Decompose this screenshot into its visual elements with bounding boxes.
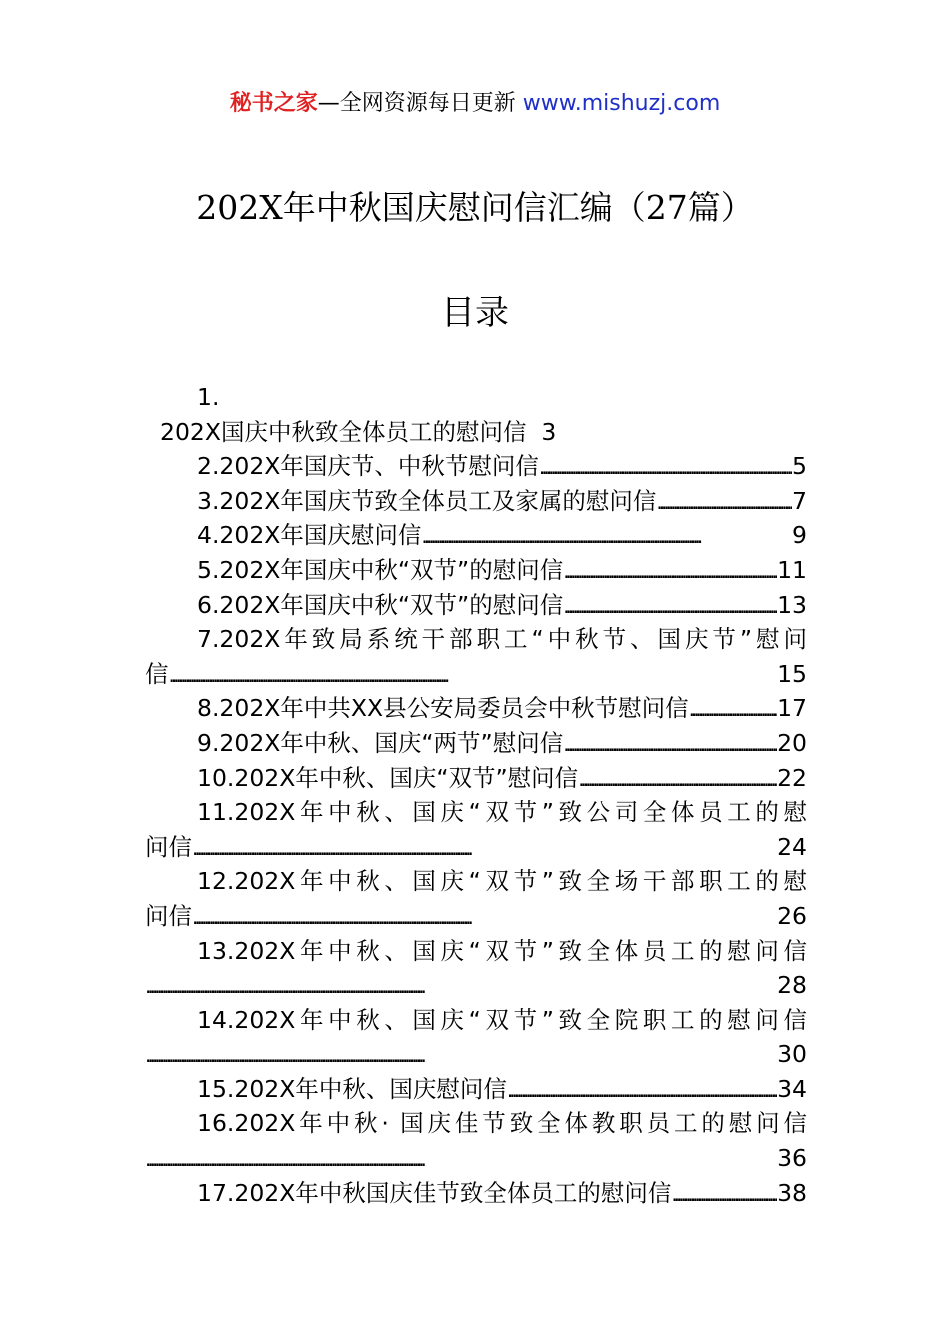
- toc-item-11[interactable]: 11.202X年中秋、国庆“双节”致公司全体员工的慰: [197, 798, 807, 827]
- toc-item-title: 2.202X年国庆节、中秋节慰问信: [197, 452, 539, 481]
- toc-item-page: 9: [792, 521, 807, 550]
- toc-item-17[interactable]: [145, 1176, 807, 1211]
- toc-item-page: 38: [777, 1178, 807, 1207]
- toc-item-page: 26: [777, 901, 807, 930]
- toc-item-title: 5.202X年国庆中秋“双节”的慰问信: [197, 555, 564, 584]
- toc-item-14[interactable]: 14.202X年中秋、国庆“双节”致全院职工的慰问信: [197, 1005, 807, 1034]
- dot-leader: [145, 968, 777, 1004]
- toc-item-title: 问信: [145, 832, 192, 861]
- toc-item-2[interactable]: [145, 449, 807, 484]
- toc-item-6[interactable]: [145, 588, 807, 623]
- toc-item-9[interactable]: [145, 726, 807, 761]
- toc-item-title: 8.202X年中共XX县公安局委员会中秋节慰问信: [197, 694, 689, 723]
- toc-item-7[interactable]: 7.202X年致局系统干部职工“中秋节、国庆节”慰问: [197, 625, 807, 654]
- dot-leader: [507, 1072, 777, 1108]
- toc-item-13-cont[interactable]: [145, 968, 807, 1003]
- toc-item-13[interactable]: 13.202X年中秋、国庆“双节”致全体员工的慰问信: [197, 936, 807, 965]
- toc-item-page: 13: [777, 590, 807, 619]
- toc-item-16-cont[interactable]: [145, 1141, 807, 1176]
- dot-leader: [689, 691, 778, 727]
- dot-leader: [563, 553, 777, 589]
- toc-item-page: 15: [777, 659, 807, 688]
- toc-item-page: 5: [792, 452, 807, 481]
- toc-item-4[interactable]: [145, 518, 807, 553]
- toc-item-title: 9.202X年中秋、国庆“两节”慰问信: [197, 728, 564, 757]
- toc-item-15[interactable]: [145, 1072, 807, 1107]
- toc-item-title: 6.202X年国庆中秋“双节”的慰问信: [197, 590, 564, 619]
- toc-item-page: 7: [792, 486, 807, 515]
- toc-item-3[interactable]: [145, 484, 807, 519]
- dot-leader: [169, 657, 778, 693]
- document-title: 202X年中秋国庆慰问信汇编（27篇）: [196, 188, 754, 227]
- toc-item-11-cont[interactable]: [145, 830, 807, 865]
- site-header: [0, 88, 950, 120]
- toc-item-page: 36: [777, 1144, 807, 1173]
- toc-item-title: 15.202X年中秋、国庆慰问信: [197, 1074, 507, 1103]
- dot-leader: [539, 449, 792, 485]
- header-tagline: —全网资源每日更新: [317, 91, 523, 116]
- toc-item-8[interactable]: [145, 691, 807, 726]
- dot-leader: [192, 899, 777, 935]
- toc-item-page: 17: [777, 694, 807, 723]
- toc-item-page: 11: [777, 555, 807, 584]
- toc-item-7-cont[interactable]: [145, 657, 807, 692]
- toc-item-title: 202X国庆中秋致全体员工的慰问信: [160, 417, 527, 446]
- site-url-link[interactable]: www.mishuzj.com: [522, 91, 721, 116]
- toc-item-title: 10.202X年中秋、国庆“双节”慰问信: [197, 763, 579, 792]
- toc-item-page: 3: [541, 417, 557, 446]
- dot-leader: [656, 484, 792, 520]
- dot-leader: [671, 1176, 777, 1212]
- toc-item-page: 24: [777, 832, 807, 861]
- toc-item-12[interactable]: 12.202X年中秋、国庆“双节”致全场干部职工的慰: [197, 867, 807, 896]
- toc-item-title: 问信: [145, 901, 192, 930]
- table-of-contents: [145, 380, 807, 1210]
- dot-leader: [192, 830, 777, 866]
- toc-item-14-cont[interactable]: [145, 1037, 807, 1072]
- toc-item-1[interactable]: [145, 415, 807, 450]
- dot-leader: [563, 726, 777, 762]
- toc-item-title: 信: [145, 659, 169, 688]
- dot-leader: [145, 1141, 777, 1177]
- toc-item-page: 28: [777, 971, 807, 1000]
- toc-item-title: 17.202X年中秋国庆佳节致全体员工的慰问信: [197, 1178, 672, 1207]
- dot-leader: [145, 1037, 777, 1073]
- toc-item-page: 30: [777, 1040, 807, 1069]
- toc-item-12-cont[interactable]: [145, 899, 807, 934]
- toc-item-16[interactable]: 16.202X年中秋· 国庆佳节致全体教职员工的慰问信: [197, 1109, 807, 1138]
- dot-leader: [578, 761, 777, 797]
- toc-heading: 目录: [441, 293, 509, 333]
- dot-leader: [421, 518, 792, 554]
- dot-leader: [563, 588, 777, 624]
- toc-item-title: 3.202X年国庆节致全体员工及家属的慰问信: [197, 486, 657, 515]
- toc-item-1-number: 1.: [197, 383, 220, 411]
- toc-item-5[interactable]: [145, 553, 807, 588]
- brand-name: 秘书之家: [229, 91, 318, 116]
- toc-item-title: 4.202X年国庆慰问信: [197, 521, 422, 550]
- toc-item-page: 22: [777, 763, 807, 792]
- toc-item-10[interactable]: [145, 761, 807, 796]
- toc-item-page: 20: [777, 728, 807, 757]
- toc-item-page: 34: [777, 1074, 807, 1103]
